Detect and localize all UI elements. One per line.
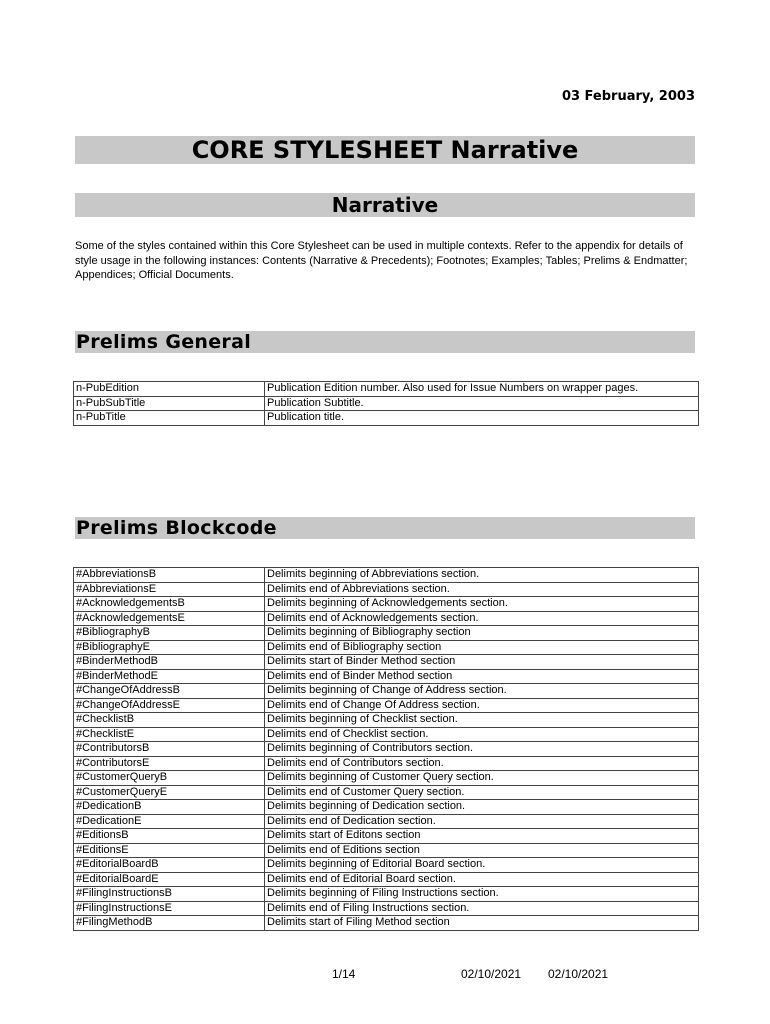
document-subtitle: Narrative — [75, 193, 695, 217]
table-row — [74, 382, 699, 397]
table-row — [74, 669, 699, 684]
style-name-cell: #AcknowledgementsB — [74, 597, 265, 612]
section-heading-prelims-general: Prelims General — [75, 331, 695, 353]
table-row — [74, 916, 699, 931]
style-description-cell: Delimits start of Filing Method section — [265, 916, 699, 931]
style-description-cell: Delimits start of Binder Method section — [265, 655, 699, 670]
style-description-cell: Delimits end of Abbreviations section. — [265, 582, 699, 597]
prelims-general-table-body — [74, 382, 699, 426]
style-name-cell: #CustomerQueryB — [74, 771, 265, 786]
style-name-cell: #BinderMethodB — [74, 655, 265, 670]
prelims-blockcode-table — [73, 567, 699, 931]
style-description-cell: Delimits start of Editons section — [265, 829, 699, 844]
style-name-cell: n-PubTitle — [74, 411, 265, 426]
style-description-cell: Delimits end of Editorial Board section. — [265, 872, 699, 887]
style-name-cell: #EditionsE — [74, 843, 265, 858]
table-row — [74, 814, 699, 829]
style-name-cell: #AcknowledgementsE — [74, 611, 265, 626]
style-name-cell: #ChangeOfAddressE — [74, 698, 265, 713]
table-row — [74, 411, 699, 426]
style-description-cell: Delimits end of Binder Method section — [265, 669, 699, 684]
style-name-cell: #EditionsB — [74, 829, 265, 844]
style-description-cell: Delimits beginning of Checklist section. — [265, 713, 699, 728]
table-row — [74, 396, 699, 411]
table-row — [74, 684, 699, 699]
style-description-cell: Delimits end of Editions section — [265, 843, 699, 858]
table-row — [74, 568, 699, 583]
style-name-cell: #DedicationB — [74, 800, 265, 815]
table-row — [74, 655, 699, 670]
style-name-cell: #BibliographyE — [74, 640, 265, 655]
table-row — [74, 785, 699, 800]
style-name-cell: #CustomerQueryE — [74, 785, 265, 800]
style-description-cell: Delimits end of Dedication section. — [265, 814, 699, 829]
style-name-cell: #ChecklistB — [74, 713, 265, 728]
style-name-cell: #ChecklistE — [74, 727, 265, 742]
table-row — [74, 582, 699, 597]
style-description-cell: Delimits beginning of Contributors section. — [265, 742, 699, 757]
style-description-cell: Delimits beginning of Bibliography section — [265, 626, 699, 641]
style-description-cell: Delimits beginning of Customer Query section. — [265, 771, 699, 786]
style-description-cell: Delimits beginning of Filing Instructions section. — [265, 887, 699, 902]
intro-paragraph: Some of the styles contained within this Core Stylesheet can be used in multiple contexts. Refer to the appendix for details of style usage in the following instances: Contents (Narrative & Precedents); Footnotes; Examples; Tables; Prelims & Endmatter; Appendices; Official Documents. — [75, 240, 688, 281]
style-name-cell: n-PubEdition — [74, 382, 265, 397]
table-row — [74, 901, 699, 916]
table-row — [74, 887, 699, 902]
table-row — [74, 698, 699, 713]
style-description-cell: Delimits beginning of Editorial Board section. — [265, 858, 699, 873]
table-row — [74, 843, 699, 858]
style-description-cell: Delimits end of Checklist section. — [265, 727, 699, 742]
style-description-cell: Delimits beginning of Abbreviations section. — [265, 568, 699, 583]
style-name-cell: #ContributorsB — [74, 742, 265, 757]
table-row — [74, 742, 699, 757]
style-name-cell: #EditorialBoardE — [74, 872, 265, 887]
style-name-cell: #ChangeOfAddressB — [74, 684, 265, 699]
style-description-cell: Delimits beginning of Change of Address section. — [265, 684, 699, 699]
footer-date: 02/10/2021 — [461, 967, 522, 981]
style-description-cell: Delimits end of Bibliography section — [265, 640, 699, 655]
style-name-cell: n-PubSubTitle — [74, 396, 265, 411]
table-row — [74, 858, 699, 873]
style-description-cell: Delimits beginning of Acknowledgements section. — [265, 597, 699, 612]
table-row — [74, 597, 699, 612]
style-description-cell: Delimits end of Contributors section. — [265, 756, 699, 771]
document-title: CORE STYLESHEET Narrative — [75, 136, 695, 164]
prelims-general-table — [73, 381, 699, 426]
table-row — [74, 640, 699, 655]
style-description-cell: Delimits end of Customer Query section. — [265, 785, 699, 800]
table-row — [74, 727, 699, 742]
section-heading-prelims-blockcode: Prelims Blockcode — [75, 517, 695, 539]
footer-date: 02/10/2021 — [548, 967, 609, 981]
style-name-cell: #DedicationE — [74, 814, 265, 829]
table-row — [74, 800, 699, 815]
style-name-cell: #AbbreviationsE — [74, 582, 265, 597]
table-row — [74, 611, 699, 626]
style-name-cell: #BibliographyB — [74, 626, 265, 641]
table-row — [74, 756, 699, 771]
style-name-cell: #FilingInstructionsB — [74, 887, 265, 902]
style-description-cell: Delimits end of Change Of Address section. — [265, 698, 699, 713]
document-date: 03 February, 2003 — [561, 89, 695, 104]
style-name-cell: #EditorialBoardB — [74, 858, 265, 873]
table-row — [74, 713, 699, 728]
table-row — [74, 626, 699, 641]
style-description-cell: Delimits end of Acknowledgements section. — [265, 611, 699, 626]
page-number: 1/14 — [332, 967, 356, 981]
style-name-cell: #BinderMethodE — [74, 669, 265, 684]
style-name-cell: #AbbreviationsB — [74, 568, 265, 583]
style-description-cell: Delimits end of Filing Instructions section. — [265, 901, 699, 916]
table-row — [74, 829, 699, 844]
style-description-cell: Publication title. — [265, 411, 699, 426]
style-name-cell: #ContributorsE — [74, 756, 265, 771]
prelims-blockcode-table-body — [74, 568, 699, 931]
table-row — [74, 872, 699, 887]
style-description-cell: Publication Subtitle. — [265, 396, 699, 411]
style-name-cell: #FilingInstructionsE — [74, 901, 265, 916]
table-row — [74, 771, 699, 786]
style-description-cell: Delimits beginning of Dedication section. — [265, 800, 699, 815]
style-name-cell: #FilingMethodB — [74, 916, 265, 931]
style-description-cell: Publication Edition number. Also used for Issue Numbers on wrapper pages. — [265, 382, 699, 397]
